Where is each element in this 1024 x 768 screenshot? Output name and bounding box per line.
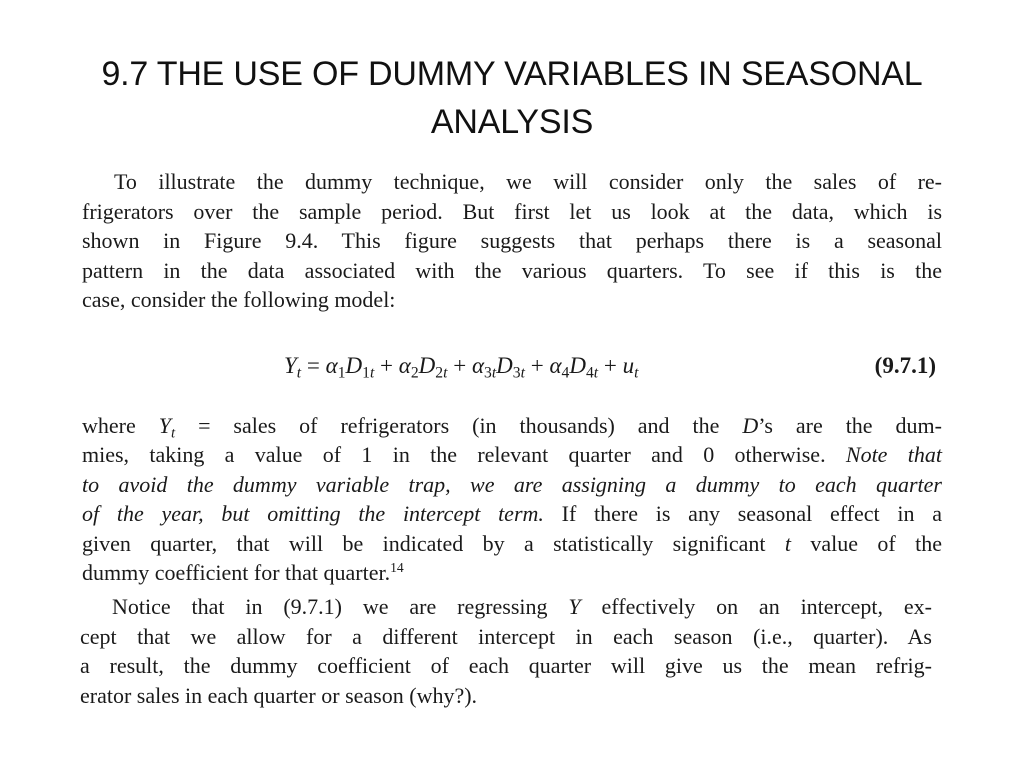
paragraph-1	[82, 167, 942, 315]
text-line: shown in Figure 9.4. This figure suggests that perhaps there is a seasonal	[82, 228, 942, 253]
text-line: erator sales in each quarter or season (why?).	[80, 682, 478, 708]
text-line: pattern in the data associated with the various quarters. To see if this is the	[82, 257, 942, 283]
footnote-marker: 14	[390, 559, 404, 575]
text-line: To illustrate the dummy technique, we will consider only the sales of re-	[114, 169, 942, 194]
seasonal-model-equation: $Y_t = \alpha_1D_{1t} + \alpha_2D_{2t} + \alpha_{3t}D_{3t} + \alpha_4D_{4t} + u_t$	[284, 352, 639, 382]
text-line: to avoid the dummy variable trap, we are assigning a dummy to each quarter	[82, 471, 942, 497]
text-line: frigerators over the sample period. But first let us look at the data, which is	[82, 198, 942, 224]
text-line: of the year, but omitting the intercept term. If there is any seasonal effect in a	[82, 501, 942, 526]
paragraph-2	[82, 411, 942, 588]
text-line: mies, taking a value of 1 in the relevant quarter and 0 otherwise. Note that	[82, 442, 942, 467]
paragraph-3	[80, 592, 932, 710]
text-line: dummy coefficient for that quarter.$^{14}$	[82, 559, 404, 585]
equation-row	[82, 339, 942, 399]
equation-number: (9.7.1)	[874, 352, 936, 378]
text-line: given quarter, that will be indicated by a statistically significant t value of the	[82, 530, 942, 556]
text-line: where $Y_t$ = sales of refrigerators (in thousands) and the D’s are the dum-	[82, 412, 942, 441]
text-line: Notice that in (9.7.1) we are regressing Y effectively on an intercept, ex-	[112, 594, 932, 619]
text-line: a result, the dummy coefficient of each quarter will give us the mean refrig-	[80, 653, 932, 678]
text-line: case, consider the following model:	[82, 287, 396, 312]
slide-title-line-2: ANALYSIS	[430, 103, 594, 141]
slide-title	[60, 50, 964, 146]
textbook-excerpt	[80, 167, 942, 708]
text-line: cept that we allow for a different intercept in each season (i.e., quarter). As	[80, 623, 932, 649]
slide-title-line-1: 9.7 THE USE OF DUMMY VARIABLES IN SEASONAL	[101, 55, 923, 93]
